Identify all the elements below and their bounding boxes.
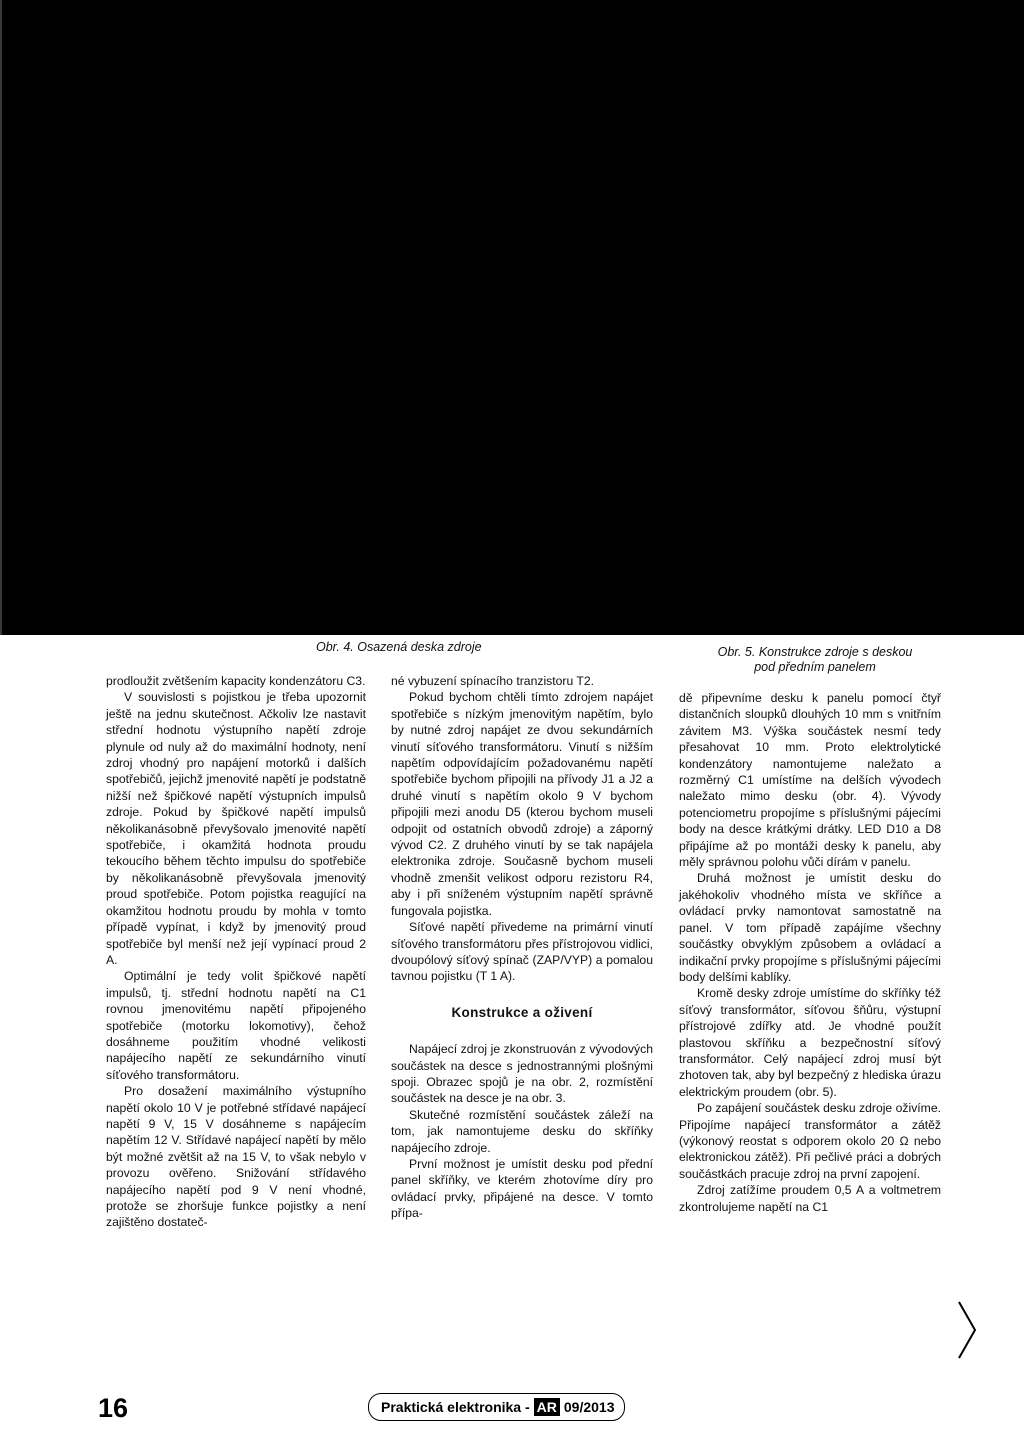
section-heading: Konstrukce a oživení: [451, 1004, 593, 1020]
magazine-footer: [368, 1393, 625, 1421]
paragraph: Kromě desky zdroje umístíme do skříňky též síťový transformátor, síťovou šňůru, výstupní přístrojové zdířky atd. Je vhodné použít plastovou skříňku a bezpečnostní síťový transformátor. Celý napájecí zdroj musí být zhotoven tak, aby byl bezpečný z hlediska úrazu elektrickým proudem (obr. 5).: [679, 986, 941, 1099]
figure-4-caption: Obr. 4. Osazená deska zdroje: [316, 640, 482, 654]
paragraph: prodloužit zvětšením kapacity kondenzátoru C3.: [106, 674, 366, 688]
paragraph: né vybuzení spínacího tranzistoru T2.: [391, 674, 595, 688]
magazine-ar-badge: AR: [534, 1398, 560, 1416]
magazine-title: Praktická elektronika -: [381, 1399, 530, 1415]
continue-arrow-icon: [955, 1298, 979, 1362]
paragraph: Napájecí zdroj je zkonstruován z vývodových součástek na desce s jednostrannými plošnými spoji. Obrazec spojů je na obr. 2, rozmístění součástek na desce je na obr. 3.: [391, 1042, 653, 1106]
paragraph: Druhá možnost je umístit desku do jakéhokoliv vhodného místa ve skříňce a ovládací prvky namontovat samostatně na panel. V tom případě zapájíme všechny součástky obvyklým způsobem a ovládací a indikační prvky propojíme s příslušnými pájecími body delšími kablíky.: [679, 871, 941, 984]
figure-5-caption: [690, 645, 940, 675]
magazine-issue: 09/2013: [563, 1399, 615, 1415]
photo-edge: [0, 0, 2, 635]
paragraph: První možnost je umístit desku pod přední panel skříňky, ve kterém zhotovíme díry pro ovládací prvky, připájené na desce. V tomto přípa-: [391, 1156, 653, 1221]
column-2: [391, 673, 653, 1222]
page-number: 16: [98, 1393, 129, 1423]
column-3: [679, 690, 941, 1215]
paragraph: Skutečné rozmístění součástek záleží na tom, jak namontujeme desku do skříňky napájecího zdroje.: [391, 1107, 653, 1155]
paragraph: Optimální je tedy volit špičkové napětí impulsů, tj. střední hodnotu napětí na C1 rovnou jmenovitému napětí připojeného spotřebiče (motorku lokomotivy), čehož dosáhneme použitím vhodné velikosti napájecího napětí ze sekundárního vinutí síťového transformátoru.: [106, 969, 366, 1082]
figure-4-photo: [0, 0, 1024, 635]
paragraph: dě připevníme desku k panelu pomocí čtyř distančních sloupků dlouhých 10 mm s vnitřním závitem M3. Výška součástek nesmí tedy přesahovat 10 mm. Proto elektrolytické kondenzátory namontujeme naležato a rozměrný C1 umístíme na delších vývodech naležato mimo desku (obr. 4). Vývody potenciometru propojíme s příslušnými pájecími body na desce krátkými drátky. LED D10 a D8 připájíme až po montáži desky k panelu, aby měly správnou polohu vůči dírám v panelu.: [679, 691, 941, 870]
figure-5-caption-line1: Obr. 5. Konstrukce zdroje s deskou: [717, 645, 913, 659]
paragraph: Po zapájení součástek desku zdroje oživíme. Připojíme napájecí transformátor a zátěž (výkonový reostat s odporem okolo 20 Ω nebo elektronickou zátěž). Při pečlivé práci a dobrých součástkách pracuje zdroj na první zapojení.: [679, 1101, 941, 1181]
paragraph: Pokud bychom chtěli tímto zdrojem napájet spotřebiče s nízkým jmenovitým napětím, bylo by nutné zdroj napájet ze dvou sekundárních vinutí síťového transformátoru. Vinutí s nižším napětím odpovídajícím požadovanému napětí spotřebiče bychom připojili na přívody J1 a J2 a druhé vinutí s napětím okolo 9 V bychom připojili mezi anodu D5 (kterou bychom museli odpojit od ostatních obvodů zdroje) a záporný vývod C2. Z druhého vinutí by se tak napájela elektronika zdroje. Současně bychom museli vhodně zmenšit velikost odporu rezistoru R4, aby i při sníženém výstupním napětí správně fungovala pojistka.: [391, 690, 653, 918]
column-1: [106, 673, 366, 1231]
paragraph: Síťové napětí přivedeme na primární vinutí síťového transformátoru přes přístrojovou vidlici, dvoupólový síťový spínač (ZAP/VYP) a pomalou tavnou pojistku (T 1 A).: [391, 920, 653, 984]
figure-5-caption-line2: pod předním panelem: [754, 660, 876, 674]
paragraph: Pro dosažení maximálního výstupního napětí okolo 10 V je potřebné střídavé napájecí napětí 9 V, 15 V dosáhneme s napájecím napětím 12 V. Střídavé napájecí napětí by mělo být možné zvětšit až na 15 V, to však nebylo v provozu ověřeno. Snižování střídavého napájecího napětí pod 9 V není vhodné, protože se zhoršuje funkce pojistky a není zajištěno dostateč-: [106, 1084, 366, 1230]
paragraph: Zdroj zatížíme proudem 0,5 A a voltmetrem zkontrolujeme napětí na C1: [679, 1183, 941, 1214]
paragraph: V souvislosti s pojistkou je třeba upozornit ještě na jednu skutečnost. Ačkoliv lze nastavit střední hodnotu výstupního napětí zdroje plynule od nuly až do maximální hodnoty, není zdroj vhodný pro napájení motorků i dalších spotřebičů, jejichž jmenovité napětí je podstatně nižší než špičkové napětí výstupních impulsů zdroje. Pokud by špičkové napětí impulsů několikanásobně převyšovalo jmenovité napětí spotřebiče, i okamžitá hodnota proudu tekoucího během těchto impulsu do spotřebiče by několikanásobně převyšovala jmenovitý proud spotřebiče. Potom pojistka reagující na okamžitou hodnotu proudu by mohla v tomto případě vypínat, i když by jmenovitý proud spotřebiče byl menší než její vypínací proud 2 A.: [106, 690, 366, 967]
